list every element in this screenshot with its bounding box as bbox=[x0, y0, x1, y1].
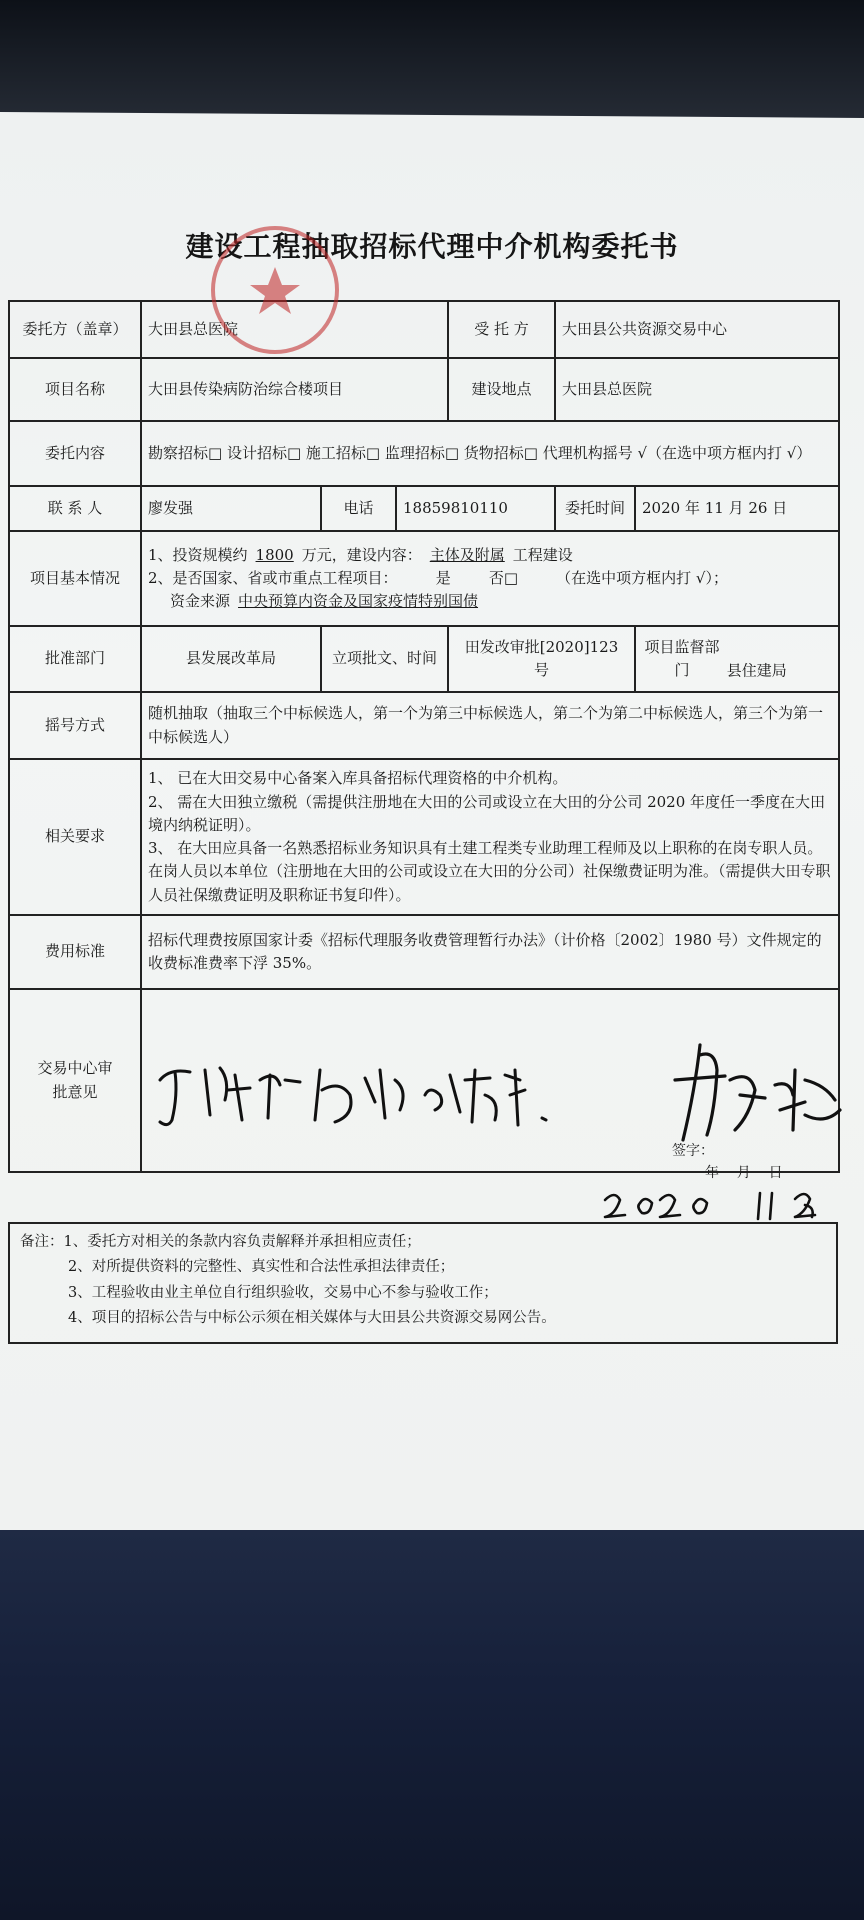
basic-value bbox=[141, 531, 839, 626]
date-value: 2020 年 11 月 26 日 bbox=[635, 486, 839, 531]
investment-prefix: 1、投资规模约 bbox=[148, 545, 248, 564]
project-label: 项目名称 bbox=[9, 358, 141, 421]
content-value: 勘察招标□ 设计招标□ 施工招标□ 监理招标□ 货物招标□ 代理机构摇号 √（在选中项方框内打 √） bbox=[141, 421, 839, 486]
project-value: 大田县传染病防治综合楼项目 bbox=[141, 358, 448, 421]
fund-value: 中央预算内资金及国家疫情特别国债 bbox=[238, 592, 479, 611]
scope-suffix: 工程建设 bbox=[512, 545, 573, 564]
opinion-value bbox=[141, 989, 839, 1172]
date-label: 委托时间 bbox=[555, 486, 635, 531]
row-client bbox=[9, 301, 839, 358]
opinion-label: 交易中心审批意见 bbox=[9, 989, 141, 1172]
row-draw bbox=[9, 692, 839, 759]
signature-date-label: 年 月 日 bbox=[705, 1165, 783, 1181]
remark-text: 1、委托方对相关的条款内容负责解释并承担相应责任； bbox=[63, 1234, 421, 1250]
row-requirements bbox=[9, 759, 839, 915]
requirement-item: 2、 需在大田独立缴税（需提供注册地在大田的公司或设立在大田的分公司 2020 年度任一季度在大田境内纳税证明）。 bbox=[148, 792, 826, 834]
signature-label: 签字： bbox=[672, 1143, 714, 1159]
fund-label: 资金来源 bbox=[170, 592, 231, 611]
remarks-section bbox=[8, 1222, 838, 1344]
fee-label: 费用标准 bbox=[9, 915, 141, 989]
background-bottom bbox=[0, 1530, 864, 1920]
draw-label: 摇号方式 bbox=[9, 692, 141, 759]
remark-item bbox=[20, 1230, 826, 1255]
site-value: 大田县总医院 bbox=[555, 358, 839, 421]
investment-value: 1800 bbox=[255, 545, 294, 564]
row-basic bbox=[9, 531, 839, 626]
approval-dept: 县发展改革局 bbox=[141, 626, 321, 692]
row-project bbox=[9, 358, 839, 421]
content-label: 委托内容 bbox=[9, 421, 141, 486]
remark-item: 2、对所提供资料的完整性、真实性和合法性承担法律责任； bbox=[68, 1259, 455, 1276]
client-label: 委托方（盖章） bbox=[9, 301, 141, 358]
entrustment-form-table bbox=[8, 300, 840, 1173]
trustee-value: 大田县公共资源交易中心 bbox=[555, 301, 839, 358]
remark-item: 3、工程验收由业主单位自行组织验收，交易中心不参与验收工作； bbox=[68, 1284, 498, 1301]
supervise-label: 项目监督部门 bbox=[644, 637, 720, 679]
basic-line-2: 2、是否国家、省或市重点工程项目： 是 否□ （在选中项方框内打 √）； bbox=[148, 568, 728, 587]
phone-label: 电话 bbox=[321, 486, 396, 531]
basic-line-3 bbox=[148, 590, 832, 613]
requirements-label: 相关要求 bbox=[9, 759, 141, 915]
scope-prefix: 万元，建设内容： bbox=[301, 545, 422, 564]
document-title: 建设工程抽取招标代理中介机构委托书 bbox=[185, 230, 679, 263]
row-content bbox=[9, 421, 839, 486]
row-approval bbox=[9, 626, 839, 692]
fee-value: 招标代理费按原国家计委《招标代理服务收费管理暂行办法》（计价格〔2002〕1980 号）文件规定的收费标准费率下浮 35%。 bbox=[141, 915, 839, 989]
remark-item: 4、项目的招标公告与中标公示须在相关媒体与大田县公共资源交易网公告。 bbox=[68, 1310, 556, 1327]
remarks-prefix: 备注： bbox=[20, 1234, 64, 1250]
approval-doc-label: 立项批文、时间 bbox=[321, 626, 448, 692]
row-opinion bbox=[9, 989, 839, 1172]
background-top bbox=[0, 0, 864, 130]
supervise-cell bbox=[635, 626, 839, 692]
contact-label: 联 系 人 bbox=[9, 486, 141, 531]
basic-label: 项目基本情况 bbox=[9, 531, 141, 626]
row-contact bbox=[9, 486, 839, 531]
supervise-value: 县住建局 bbox=[726, 661, 787, 679]
phone-value: 18859810110 bbox=[396, 486, 555, 531]
draw-value: 随机抽取（抽取三个中标候选人，第一个为第三中标候选人，第二个为第二中标候选人，第三个为第一中标候选人） bbox=[141, 692, 839, 759]
requirement-item: 3、 在大田应具备一名熟悉招标业务知识具有土建工程类专业助理工程师及以上职称的在岗专职人员。在岗人员以本单位（注册地在大田的公司或设立在大田的分公司）社保缴费证明为准。（需提供大田专职人员社保缴费证明及职称证书复印件）。 bbox=[148, 839, 831, 904]
scope-value: 主体及附属 bbox=[429, 545, 505, 564]
site-label: 建设地点 bbox=[448, 358, 555, 421]
approval-doc-value: 田发改审批[2020]123 号 bbox=[448, 626, 635, 692]
requirement-item: 1、 已在大田交易中心备案入库具备招标代理资格的中介机构。 bbox=[148, 769, 568, 788]
approval-label: 批准部门 bbox=[9, 626, 141, 692]
contact-name: 廖发强 bbox=[141, 486, 321, 531]
requirements-value bbox=[141, 759, 839, 915]
row-fee bbox=[9, 915, 839, 989]
trustee-label: 受 托 方 bbox=[448, 301, 555, 358]
basic-line-1 bbox=[148, 544, 832, 567]
client-value: 大田县总医院 bbox=[141, 301, 448, 358]
